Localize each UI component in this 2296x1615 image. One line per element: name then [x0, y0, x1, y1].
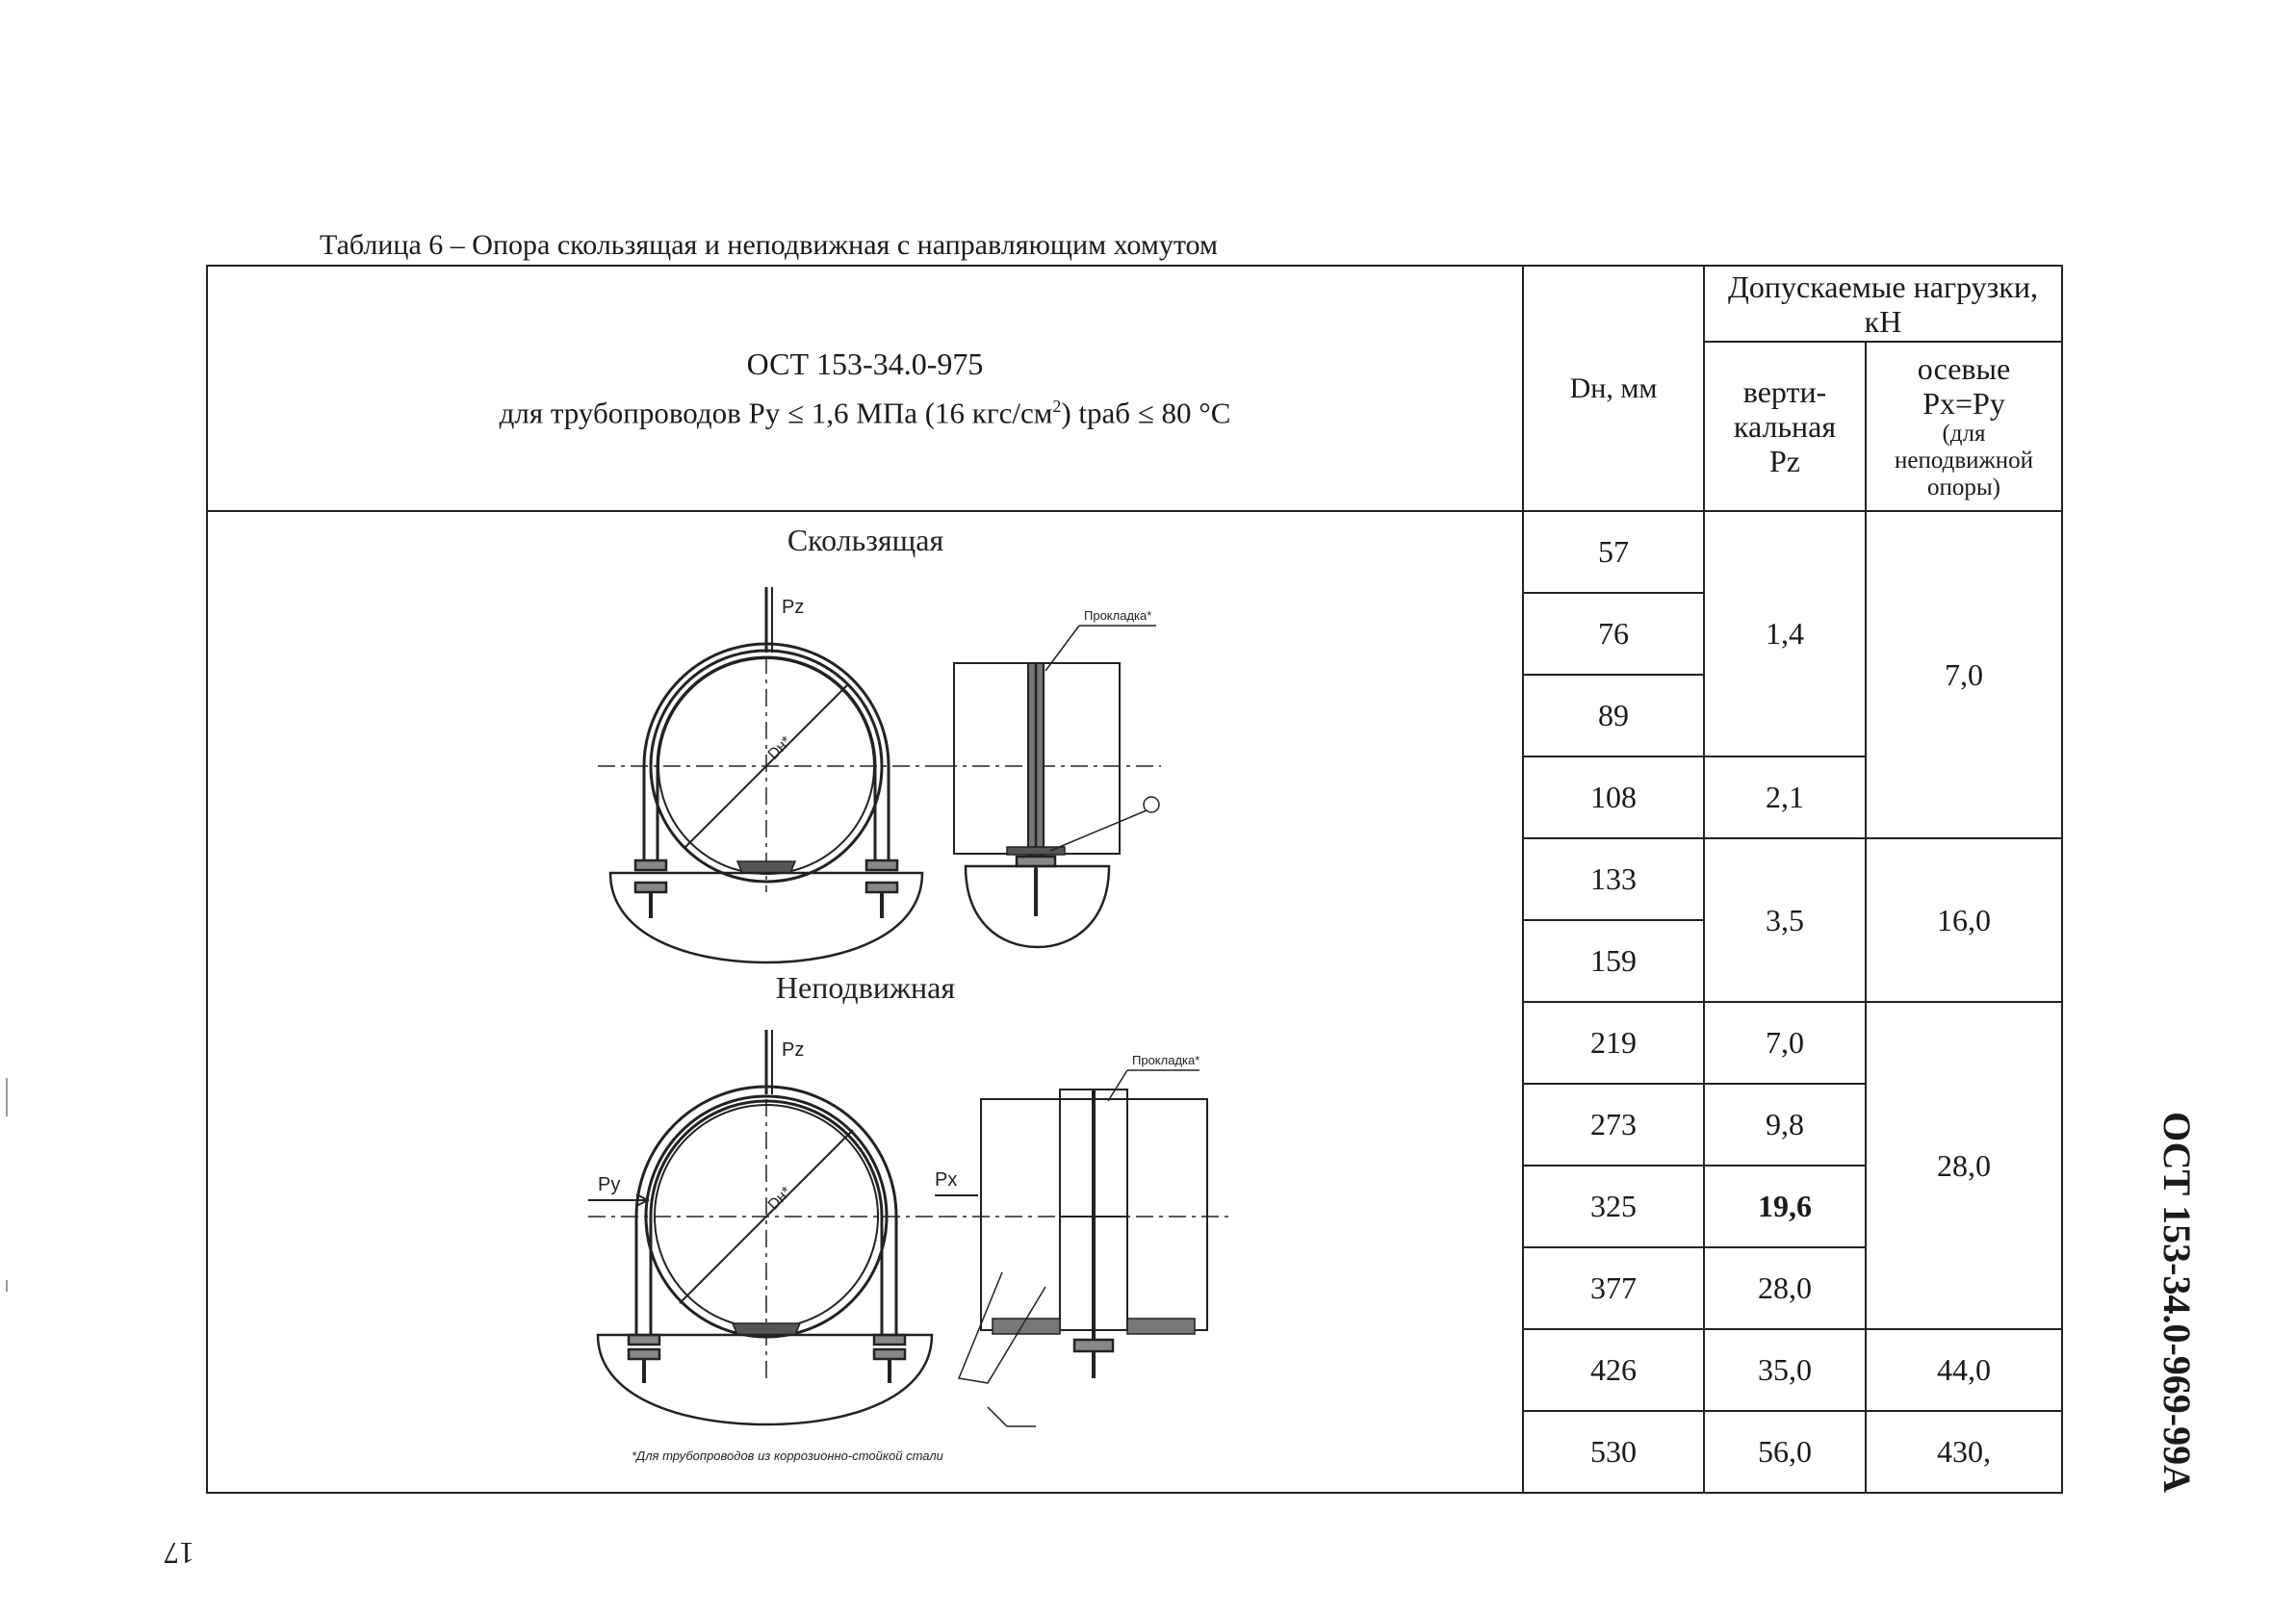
dn-header: Dн, мм	[1523, 266, 1704, 511]
fixed-side-view	[588, 1030, 940, 1424]
dn-cell: 273	[1523, 1084, 1704, 1166]
dn-cell: 57	[1523, 511, 1704, 593]
page-number: 17	[164, 1536, 194, 1571]
fixed-front-view	[935, 1053, 1228, 1426]
pz-label-fixed: Pz	[782, 1039, 805, 1061]
vertical-cell: 56,0	[1704, 1411, 1866, 1493]
footnote: *Для трубопроводов из коррозионно-стойкой стали	[632, 1448, 943, 1463]
loads-header: Допускаемые нагрузки, кН	[1704, 266, 2062, 342]
px-label: Px	[935, 1169, 958, 1191]
dn-cell: 159	[1523, 920, 1704, 1002]
sliding-title: Скользящая	[787, 523, 944, 557]
gasket-note-fixed: Прокладка*	[1132, 1053, 1200, 1067]
py-label: Py	[598, 1174, 621, 1195]
sliding-side-view	[598, 587, 940, 962]
dn-cell: 377	[1523, 1247, 1704, 1329]
nut	[635, 860, 666, 870]
vertical-cell: 1,4	[1704, 511, 1866, 756]
vertical-cell: 35,0	[1704, 1329, 1866, 1411]
vertical-cell: 9,8	[1704, 1084, 1866, 1166]
dn-cell: 426	[1523, 1329, 1704, 1411]
axial-cell: 430,	[1866, 1411, 2062, 1493]
standard-conditions: для трубопроводов Ру ≤ 1,6 МПа (16 кгс/$см^2$) tраб ≤ 80 °С	[499, 396, 1231, 430]
axial-cell: 16,0	[1866, 838, 2062, 1002]
vertical-cell: 7,0	[1704, 1002, 1866, 1084]
drawings-cell	[207, 511, 1523, 1493]
axial-load-header: осевые Px=Py (для неподвижной опоры)	[1866, 342, 2062, 511]
dn-cell: 325	[1523, 1166, 1704, 1247]
dn-cell: 89	[1523, 675, 1704, 756]
dn-cell: 219	[1523, 1002, 1704, 1084]
support-table	[206, 265, 2063, 1494]
sliding-front-view	[940, 608, 1161, 947]
vertical-cell: 28,0	[1704, 1247, 1866, 1329]
dn-mark-fixed: Dн*	[764, 1183, 795, 1214]
scan-edge-mark	[6, 1078, 8, 1116]
dn-cell: 530	[1523, 1411, 1704, 1493]
vertical-cell: 2,1	[1704, 756, 1866, 838]
table-caption: Таблица 6 – Опора скользящая и неподвижная с направляющим хомутом	[320, 229, 1218, 261]
scan-edge-mark	[6, 1280, 8, 1292]
gasket-note: Прокладка*	[1084, 608, 1152, 623]
standard-cell	[207, 266, 1523, 511]
pz-label: Pz	[782, 597, 805, 618]
axial-cell: 7,0	[1866, 511, 2062, 838]
dn-cell: 133	[1523, 838, 1704, 920]
slide-pad	[737, 861, 795, 873]
support-drawings	[208, 512, 1524, 1492]
vertical-cell: 3,5	[1704, 838, 1866, 1002]
dn-cell: 108	[1523, 756, 1704, 838]
stop-plate	[993, 1319, 1060, 1334]
standard-code: ОСТ 153-34.0-975	[746, 346, 984, 381]
fixed-title: Неподвижная	[775, 970, 956, 1005]
dn-mark: Dн*	[764, 732, 795, 763]
vertical-load-header: верти- кальная Pz	[1704, 342, 1866, 511]
vertical-cell: 19,6	[1704, 1166, 1866, 1247]
axial-cell: 44,0	[1866, 1329, 2062, 1411]
axial-cell: 28,0	[1866, 1002, 2062, 1329]
dn-cell: 76	[1523, 593, 1704, 675]
